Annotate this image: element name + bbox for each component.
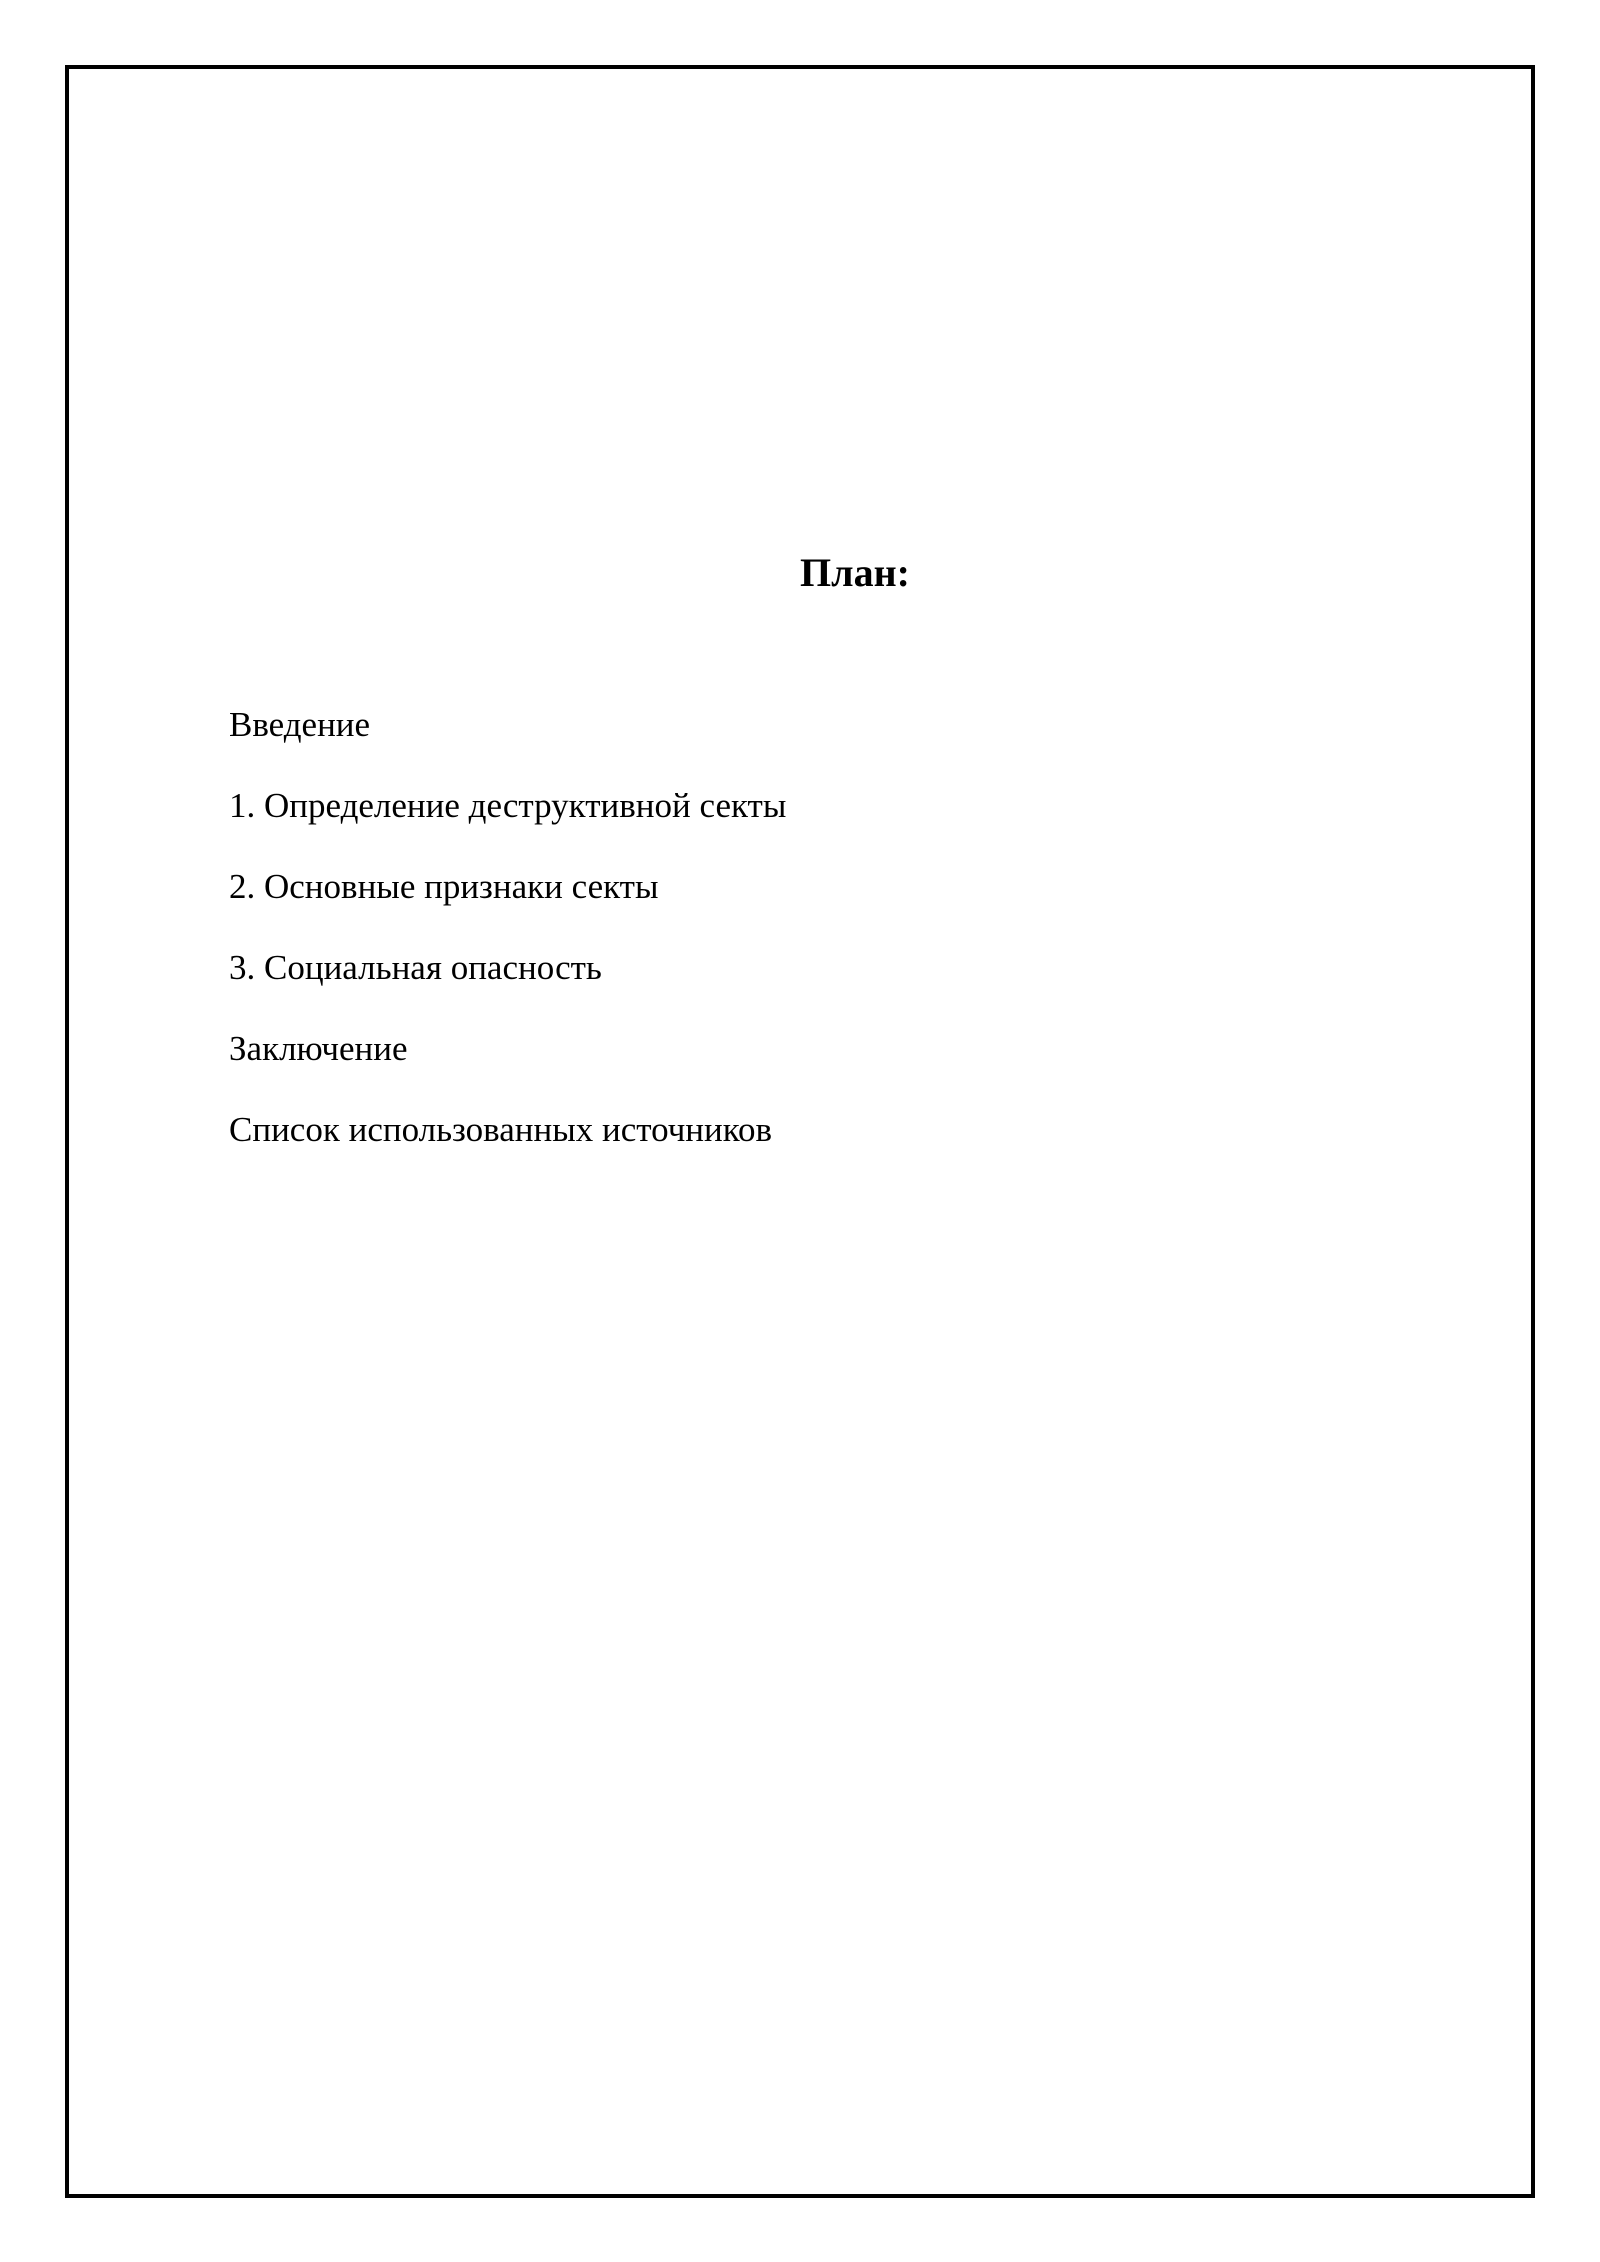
plan-list	[229, 700, 786, 1186]
plan-item-conclusion: Заключение	[229, 1029, 408, 1068]
plan-item-introduction: Введение	[229, 705, 371, 744]
plan-item-sources: Список использованных источников	[229, 1110, 773, 1149]
plan-title: План:	[800, 550, 910, 595]
plan-item-features: 2. Основные признаки секты	[229, 867, 659, 906]
plan-item-social-danger: 3. Социальная опасность	[229, 948, 602, 987]
plan-item-definition: 1. Определение деструктивной секты	[229, 786, 787, 825]
